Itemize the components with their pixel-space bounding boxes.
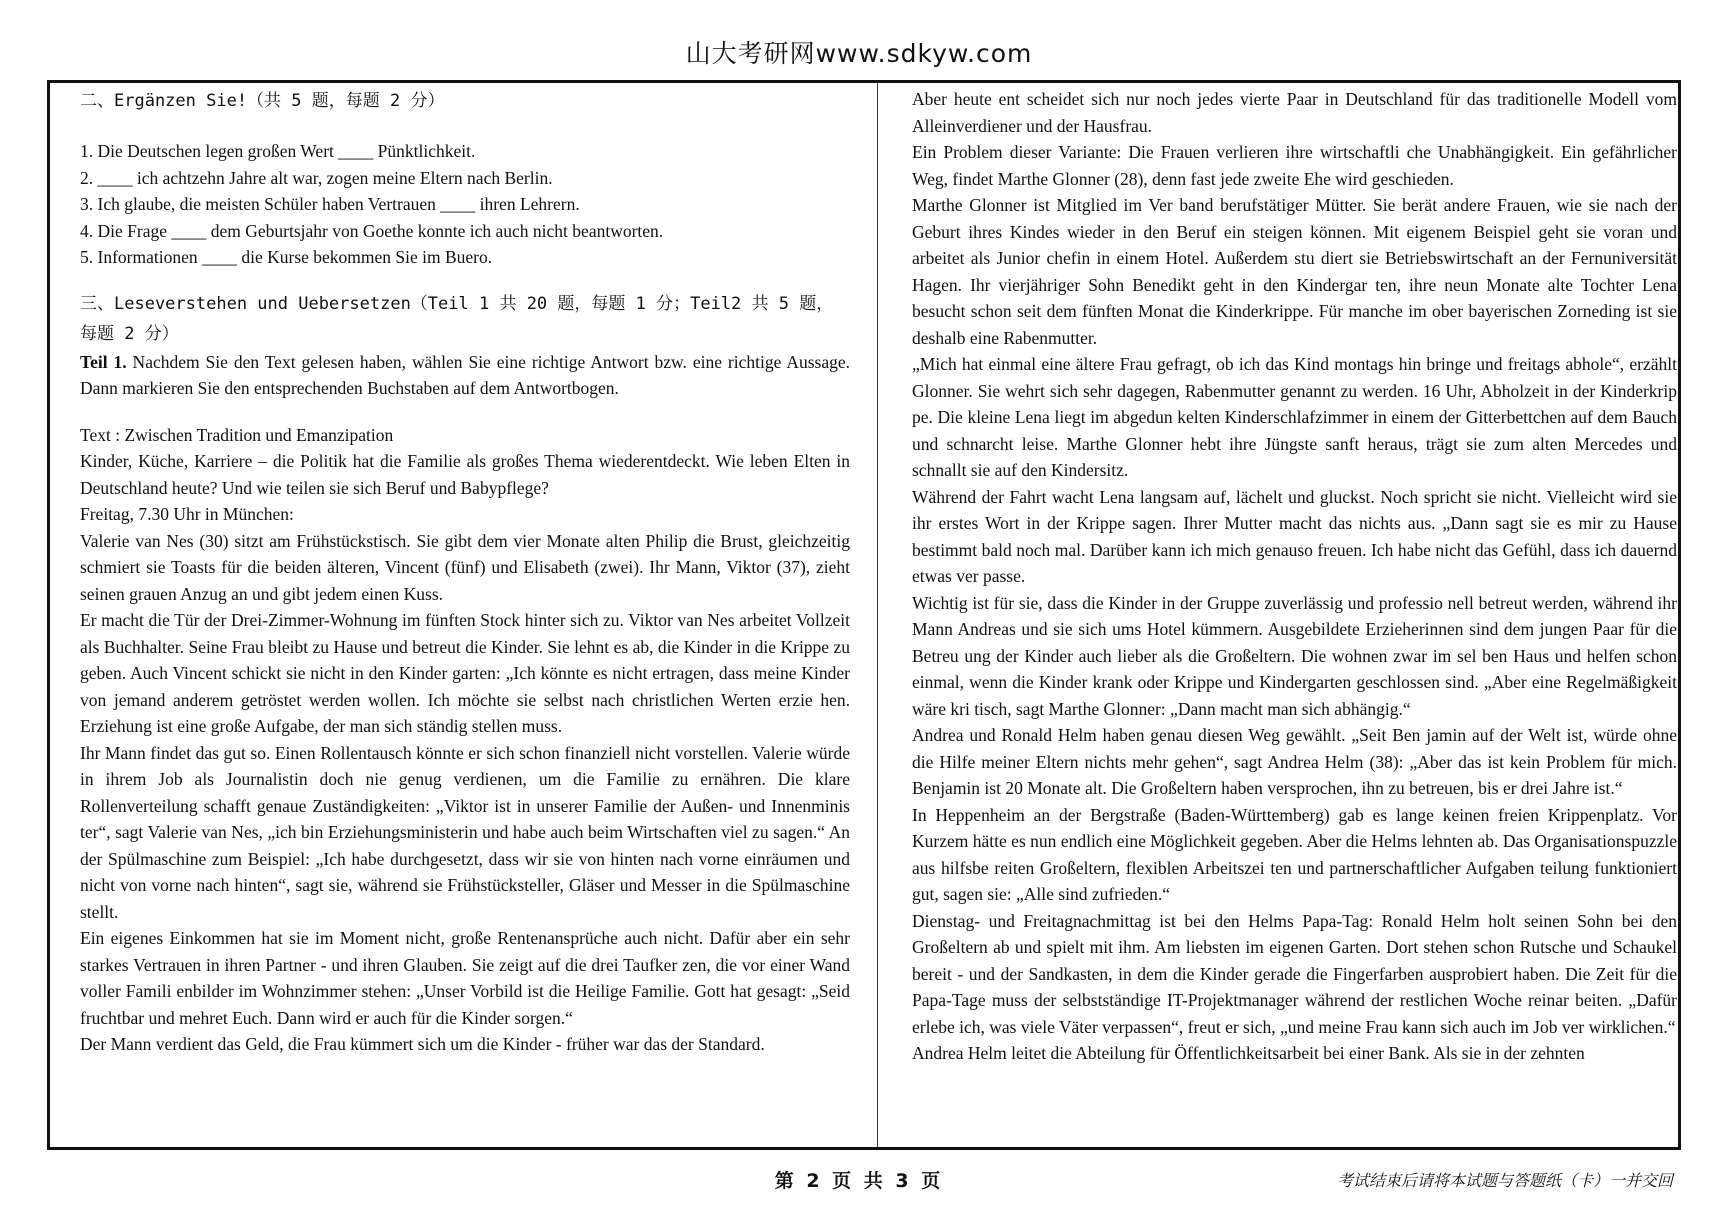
teil1-text: Nachdem Sie den Text gelesen haben, wählen Sie eine richtige Antwort bzw. eine richtige Aussage. Dann markieren Sie den entsprechenden Buchstaben auf dem Antwortbogen. <box>80 351 850 398</box>
paragraph: Kinder, Küche, Karriere – die Politik hat die Familie als großes Thema wiederentdeckt. Wie leben Elten in Deutschland heute? Und wie teilen sie sich Beruf und Babypflege? <box>80 451 850 498</box>
paragraph: Ein eigenes Einkommen hat sie im Moment nicht, große Rentenansprüche auch nicht. Dafür aber ein sehr starkes Vertrauen in ihren Partner - und ihren Glauben. Sie zeigt auf die drei Taufker zen, die vor einer Wand voller Famili enbilder im Wohnzimmer stehen: „Unser Vorbild ist die Heilige Familie. Gott hat gesagt: „Seid fruchtbar und mehret Euch. Dann wird er auch für die Kinder sorgen.“ <box>80 928 850 1028</box>
paragraph: Andrea und Ronald Helm haben genau diesen Weg gewählt. „Seit Ben jamin auf der Welt ist, würde ohne die Hilfe meiner Eltern nichts mehr gehen“, sagt Andrea Helm (38): „Aber das ist kein Problem für mich. Benjamin ist 20 Monate alt. Die Großeltern haben versprochen, ihn zu betreuen, bis er drei Jahre ist.“ <box>912 725 1677 798</box>
question-item: 1. Die Deutschen legen großen Wert ____ Pünktlichkeit. <box>80 141 476 161</box>
question-item: 2. ____ ich achtzehn Jahre alt war, zogen meine Eltern nach Berlin. <box>80 167 553 188</box>
paragraph: Er macht die Tür der Drei-Zimmer-Wohnung im fünften Stock hinter sich zu. Viktor van Nes arbeitet Vollzeit als Buchhalter. Seine Frau bleibt zu Hause und betreut die Kinder. Sie lehnt es ab, die Kinder in die Krippe zu geben. Auch Vincent schickt sie nicht in den Kinder garten: „Ich könnte es nicht ertragen, dass meine Kinder von jemand anderem getröstet werden wollen. Ich möchte sie selbst nach christlichen Werten erzie hen. Erziehung ist eine große Aufgabe, der man sich ständig stellen muss. <box>80 610 850 736</box>
paragraph: Ihr Mann findet das gut so. Einen Rollentausch könnte er sich schon finanziell nicht vorstellen. Valerie würde in ihrem Job als Journalistin doch nie genug verdienen, um die Familie zu ernähren. Die klare Rollenverteilung schafft genaue Zuständigkeiten: „Viktor ist in unserer Familie der Außen- und Innenminis ter“, sagt Valerie van Nes, „ich bin Erziehungsministerin und habe auch beim Wirtschaften viel zu sagen.“ An der Spülmaschine zum Beispiel: „Ich habe durchgesetzt, dass wir sie von hinten nach vorne einräumen und nicht von vorne nach hinten“, sagt sie, während sie Frühstücksteller, Gläser und Messer in die Spülmaschine stellt. <box>80 742 850 922</box>
footer-note: 考试结束后请将本试题与答题纸（卡）一并交回 <box>1336 1171 1673 1190</box>
question-item: 5. Informationen ____ die Kurse bekommen Sie im Buero. <box>80 247 493 267</box>
column-divider <box>877 83 878 1147</box>
section-2-heading: 二、Ergänzen Sie!（共 5 题，每题 2 分） <box>80 91 445 111</box>
text-title: Text : Zwischen Tradition und Emanzipation <box>80 424 394 445</box>
paragraph: Freitag, 7.30 Uhr in München: <box>80 504 294 524</box>
question-item: 3. Ich glaube, die meisten Schüler haben Vertrauen ____ ihren Lehrern. <box>80 194 580 214</box>
question-item: 4. Die Frage ____ dem Geburtsjahr von Goethe konnte ich auch nicht beantworten. <box>80 220 664 241</box>
right-column <box>912 86 1677 1067</box>
paragraph: Marthe Glonner ist Mitglied im Ver band berufstätiger Mütter. Sie berät andere Frauen, wie sie nach der Geburt ihres Kindes wieder in den Beruf ein steigen können. Mit eigenem Beispiel geht sie voran und arbeitet als Junior chefin in einem Hotel. Außerdem stu diert sie Betriebswirtschaft an der Fernuniversität Hagen. Ihr vierjähriger Sohn Benedikt geht in den Kindergar ten, ihre neun Monate alte Tochter Lena besucht schon seit dem fünften Monat die Kinderkrippe. Für manche im ober bayerischen Zorneding ist sie deshalb eine Rabenmutter. <box>912 195 1677 348</box>
question-list <box>80 138 850 271</box>
paragraph: Der Mann verdient das Geld, die Frau kümmert sich um die Kinder - früher war das der Standard. <box>80 1034 765 1054</box>
paragraph: Dienstag- und Freitagnachmittag ist bei den Helms Papa-Tag: Ronald Helm holt seinen Sohn bei den Großeltern ab und spielt mit ihm. Am liebsten im eigenen Garten. Dort stehen schon Rutsche und Schaukel bereit - und der Sandkasten, in dem die Kinder gerade die Fingerfarben ausprobiert haben. Die Zeit für die Papa-Tage muss der selbstständige IT-Projektmanager während der restlichen Woche reinar beiten. „Dafür erlebe ich, was viele Väter verpassen“, freut er sich, „und meine Frau kann sich auch im Job ver wirklichen.“ <box>912 910 1677 1037</box>
paragraph: „Mich hat einmal eine ältere Frau gefragt, ob ich das Kind montags hin bringe und freitags abhole“, erzählt Glonner. Sie wehrt sich sehr dagegen, Rabenmutter genannt zu werden. 16 Uhr, Abholzeit in der Kinderkrip pe. Die kleine Lena liegt im abgedun kelten Kinderschlafzimmer in einem der Gitterbettchen auf dem Bauch und schnarcht leise. Marthe Glonner hebt ihre Jüngste sanft heraus, trägt sie zum alten Mercedes und schnallt sie auf den Kindersitz. <box>912 354 1677 480</box>
paragraph: Ein Problem dieser Variante: Die Frauen verlieren ihre wirtschaftli che Unabhängigkeit. Ein gefährlicher Weg, findet Marthe Glonner (28), denn fast jede zweite Ehe wird geschieden. <box>912 142 1677 189</box>
paragraph: Während der Fahrt wacht Lena langsam auf, lächelt und gluckst. Noch spricht sie nicht. Vielleicht wird sie ihr erstes Wort in der Krippe sagen. Ihrer Mutter macht das nichts aus. „Dann sagt sie es mir zu Hause bestimmt bald noch mal. Darüber kann ich mich genauso freuen. Ich habe nicht das Gefühl, dass ich dauernd etwas ver passe. <box>912 486 1677 586</box>
paragraph: Aber heute ent scheidet sich nur noch jedes vierte Paar in Deutschland für das traditionelle Modell vom Alleinverdiener und der Hausfrau. <box>912 89 1677 136</box>
page-number: 第 2 页 共 3 页 <box>774 1170 944 1192</box>
section-3-heading: 三、Leseverstehen und Uebersetzen（Teil 1 共 20 题，每题 1 分；Teil2 共 5 题，每题 2 分） <box>80 293 834 344</box>
paragraph: Wichtig ist für sie, dass die Kinder in der Gruppe zuverlässig und professio nell betreut werden, während ihr Mann Andreas und sie sich ums Hotel kümmern. Ausgebildete Erzieherinnen sind dem jungen Paar für die Betreu ung der Kinder auch lieber als die Großeltern. Die wohnen zwar im sel ben Haus und helfen schon einmal, wenn die Kinder krank oder Krippe und Kindergarten geschlossen sind. „Aber eine Regelmäßigkeit wäre kri tisch, sagt Marthe Glonner: „Dann macht man sich abhängig.“ <box>912 592 1677 719</box>
paragraph: In Heppenheim an der Bergstraße (Baden-Württemberg) gab es lange keinen freien Krippenplatz. Vor Kurzem hätte es nun endlich eine Möglichkeit gegeben. Aber die Helms lehnten ab. Das Organisationspuzzle aus hilfsbe reiten Großeltern, flexiblen Arbeitszei ten und partnerschaftlicher Aufgaben teilung funktioniert gut, sagen sie: „Alle sind zufrieden.“ <box>912 804 1677 904</box>
teil1-instruction <box>80 349 850 402</box>
teil1-label: Teil 1. <box>80 351 127 372</box>
left-column <box>80 86 850 1058</box>
paragraph: Valerie van Nes (30) sitzt am Frühstückstisch. Sie gibt dem vier Monate alten Philip die Brust, gleichzeitig schmiert sie Toasts für die beiden älteren, Vincent (fünf) und Elisabeth (zwei). Ihr Mann, Viktor (37), zieht seinen grauen Anzug an und gibt jedem einen Kuss. <box>80 530 850 604</box>
page-header: 山大考研网www.sdkyw.com <box>685 39 1033 68</box>
paragraph: Andrea Helm leitet die Abteilung für Öffentlichkeitsarbeit bei einer Bank. Als sie in der zehnten <box>912 1043 1585 1063</box>
